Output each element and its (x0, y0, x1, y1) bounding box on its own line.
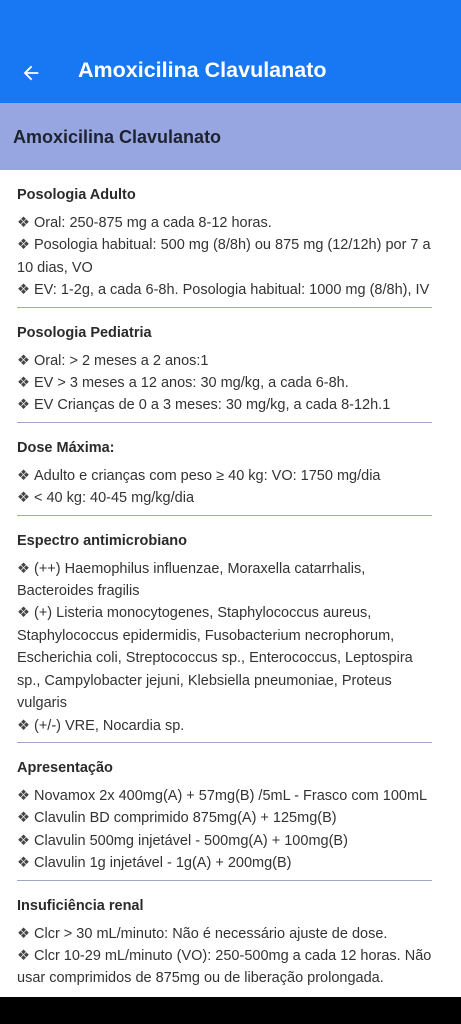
list-item (17, 487, 432, 509)
list-item (17, 602, 432, 714)
diamond-bullet-icon: ❖ (17, 605, 30, 622)
list-item-text: Clcr 10-29 mL/minuto (VO): 250-500mg a cada 12 horas. Não usar comprimidos de 875mg ou de liberação prolongada. (17, 947, 432, 987)
list-item (17, 923, 432, 945)
section-title: Dose Máxima: (17, 439, 115, 456)
list-item (17, 465, 432, 487)
diamond-bullet-icon: ❖ (17, 490, 30, 507)
diamond-bullet-icon: ❖ (17, 787, 30, 804)
diamond-bullet-icon: ❖ (17, 282, 30, 299)
drug-header (0, 103, 461, 170)
diamond-bullet-icon: ❖ (17, 467, 30, 484)
diamond-bullet-icon: ❖ (17, 947, 30, 964)
list-item (17, 234, 432, 279)
section-title: Espectro antimicrobiano (17, 532, 188, 549)
diamond-bullet-icon: ❖ (17, 717, 30, 734)
list-item (17, 830, 432, 852)
list-item (17, 372, 432, 394)
app-bar (0, 0, 461, 103)
diamond-bullet-icon: ❖ (17, 375, 30, 392)
info-section (17, 881, 432, 995)
list-item (17, 807, 432, 829)
diamond-bullet-icon: ❖ (17, 832, 30, 849)
drug-info-content[interactable] (0, 170, 461, 997)
diamond-bullet-icon: ❖ (17, 237, 30, 254)
list-item-text: Adulto e crianças com peso ≥ 40 kg: VO: 1750 mg/dia (34, 467, 381, 484)
list-item-text: (+) Listeria monocytogenes, Staphylococcus aureus, Staphylococcus epidermidis, Fusobacterium necrophorum, Escherichia coli, Streptococcus sp., Enterococcus, Leptospira sp., Campylobacter jejuni, Klebsiella pneumoniae, Proteus vulgaris (17, 605, 413, 712)
section-title: Insuficiência renal (17, 897, 144, 914)
list-item-text: Clcr > 30 mL/minuto: Não é necessário ajuste de dose. (34, 925, 388, 942)
list-item-text: EV: 1-2g, a cada 6-8h. Posologia habitual: 1000 mg (8/8h), IV (34, 282, 430, 299)
list-item (17, 212, 432, 234)
list-item (17, 785, 432, 807)
list-item-text: (+/-) VRE, Nocardia sp. (34, 717, 185, 734)
list-item-text: Novamox 2x 400mg(A) + 57mg(B) /5mL - Frasco com 100mL (34, 787, 428, 804)
info-section (17, 516, 432, 743)
diamond-bullet-icon: ❖ (17, 397, 30, 414)
diamond-bullet-icon: ❖ (17, 925, 30, 942)
list-item-text: Posologia habitual: 500 mg (8/8h) ou 875 mg (12/12h) por 7 a 10 dias, VO (17, 237, 431, 276)
list-item-text: EV > 3 meses a 12 anos: 30 mg/kg, a cada 6-8h. (34, 375, 349, 392)
list-item-text: Clavulin 1g injetável - 1g(A) + 200mg(B) (34, 855, 292, 872)
list-item-text: Oral: 250-875 mg a cada 8-12 horas. (34, 215, 272, 231)
section-title: Apresentação (17, 759, 113, 776)
list-item (17, 279, 432, 301)
arrow-left-icon (20, 62, 42, 84)
diamond-bullet-icon: ❖ (17, 352, 30, 369)
app-title: Amoxicilina Clavulanato (78, 58, 327, 82)
diamond-bullet-icon: ❖ (17, 855, 30, 872)
section-title: Posologia Adulto (17, 187, 136, 203)
list-item (17, 350, 432, 372)
info-section (17, 423, 432, 516)
section-title: Posologia Pediatria (17, 324, 152, 341)
diamond-bullet-icon: ❖ (17, 810, 30, 827)
list-item (17, 394, 432, 416)
list-item-text: EV Crianças de 0 a 3 meses: 30 mg/kg, a cada 8-12h.1 (34, 397, 391, 414)
list-item (17, 852, 432, 874)
back-button[interactable] (14, 56, 48, 90)
system-navigation-bar (0, 997, 461, 1024)
info-section (17, 308, 432, 423)
list-item (17, 558, 432, 603)
list-item-text: Oral: > 2 meses a 2 anos:1 (34, 352, 209, 369)
drug-name: Amoxicilina Clavulanato (13, 127, 222, 147)
diamond-bullet-icon: ❖ (17, 560, 30, 577)
list-item-text: (++) Haemophilus influenzae, Moraxella catarrhalis, Bacteroides fragilis (17, 560, 366, 600)
info-section (17, 170, 432, 308)
list-item-text: Clavulin 500mg injetável - 500mg(A) + 100mg(B) (34, 832, 348, 849)
list-item (17, 945, 432, 990)
diamond-bullet-icon: ❖ (17, 215, 30, 231)
list-item-text: Clavulin BD comprimido 875mg(A) + 125mg(B) (34, 810, 337, 827)
info-section (17, 743, 432, 881)
list-item (17, 715, 432, 737)
list-item-text: < 40 kg: 40-45 mg/kg/dia (34, 490, 195, 507)
